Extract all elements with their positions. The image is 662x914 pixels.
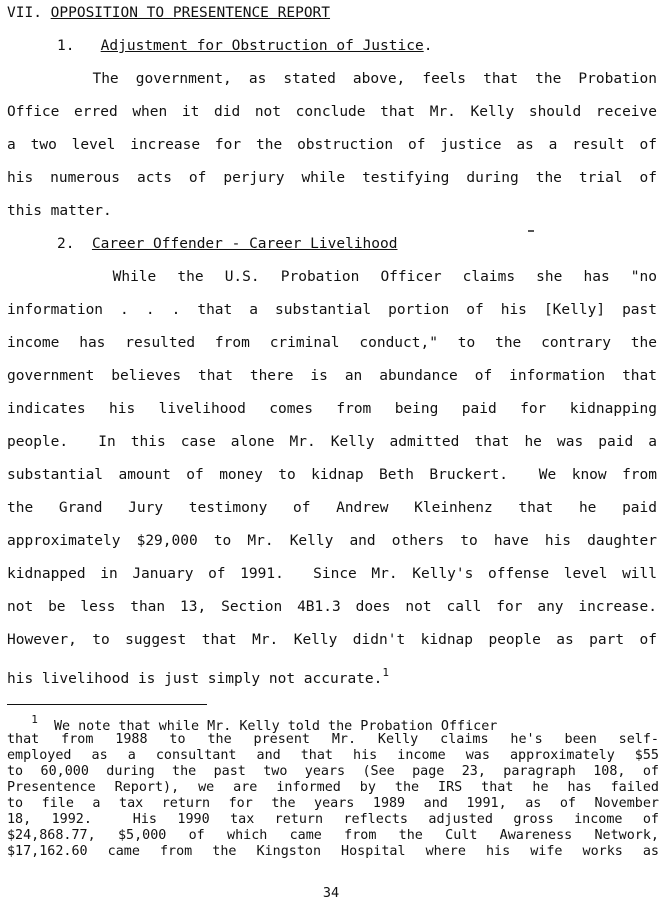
- para2-line: approximately $29,000 to Mr. Kelly and others to have his daughter: [7, 533, 657, 549]
- footnote-line: that from 1988 to the present Mr. Kelly claims he's been self-: [7, 732, 659, 747]
- footnote-line: employed as a consultant and that his income was approximately $55: [7, 748, 659, 763]
- para2-line: However, to suggest that Mr. Kelly didn't kidnap people as part of: [7, 632, 657, 648]
- footnote-line: $24,868.77, $5,000 of which came from the Cult Awareness Network,: [7, 828, 659, 843]
- footnote-first-line: [7, 713, 659, 734]
- para2-line: people. In this case alone Mr. Kelly admitted that he was paid a: [7, 434, 657, 450]
- section-title: OPPOSITION TO PRESENTENCE REPORT: [50, 5, 331, 21]
- footnote-first-text: We note that while Mr. Kelly told the Probation Officer: [53, 719, 498, 734]
- para2-line: information . . . that a substantial portion of his [Kelly] past: [7, 302, 657, 318]
- para1-line: The government, as stated above, feels that the Probation: [7, 71, 657, 87]
- footnote-marker: 1: [31, 713, 38, 726]
- section-number: VII.: [7, 5, 42, 21]
- subsection-1-title: Adjustment for Obstruction of Justice: [100, 38, 424, 54]
- scan-speck: [528, 230, 534, 232]
- para1-line: his numerous acts of perjury while testifying during the trial of: [7, 170, 657, 186]
- para2-line: not be less than 13, Section 4B1.3 does not call for any increase.: [7, 599, 657, 615]
- para2-last-line: [7, 664, 389, 688]
- para2-line: substantial amount of money to kidnap Beth Bruckert. We know from: [7, 467, 657, 483]
- para2-line: income has resulted from criminal conduct," to the contrary the: [7, 335, 657, 351]
- subsection-1-period: .: [423, 38, 433, 54]
- para1-line: a two level increase for the obstruction of justice as a result of: [7, 137, 657, 153]
- para2-line: the Grand Jury testimony of Andrew Kleinhenz that he paid: [7, 500, 657, 516]
- subsection-1-heading: [57, 37, 432, 55]
- footnote-line: to file a tax return for the years 1989 and 1991, as of November: [7, 796, 659, 811]
- para2-last-text: his livelihood is just simply not accurate.: [7, 671, 383, 687]
- para2-line: indicates his livelihood comes from being paid for kidnapping: [7, 401, 657, 417]
- footnote-line: Presentence Report), we are informed by the IRS that he has failed: [7, 780, 659, 795]
- footnote-reference: 1: [382, 666, 390, 679]
- para2-line: kidnapped in January of 1991. Since Mr. Kelly's offense level will: [7, 566, 657, 582]
- para2-line: government believes that there is an abundance of information that: [7, 368, 657, 384]
- subsection-2-heading: [57, 235, 397, 253]
- subsection-1-number: 1.: [57, 38, 75, 54]
- footnote-line: to 60,000 during the past two years (See page 23, paragraph 108, of: [7, 764, 659, 779]
- para2-line: While the U.S. Probation Officer claims she has "no: [7, 269, 657, 285]
- section-heading: [7, 4, 330, 22]
- footnote-rule: [7, 704, 207, 705]
- subsection-2-number: 2.: [57, 236, 75, 252]
- para1-line: Office erred when it did not conclude that Mr. Kelly should receive: [7, 104, 657, 120]
- subsection-2-title: Career Offender - Career Livelihood: [91, 236, 398, 252]
- para1-line: this matter.: [7, 203, 112, 219]
- footnote-line: $17,162.60 came from the Kingston Hospital where his wife works as: [7, 844, 659, 859]
- page-number: 34: [322, 885, 340, 901]
- footnote-line: 18, 1992. His 1990 tax return reflects adjusted gross income of: [7, 812, 659, 827]
